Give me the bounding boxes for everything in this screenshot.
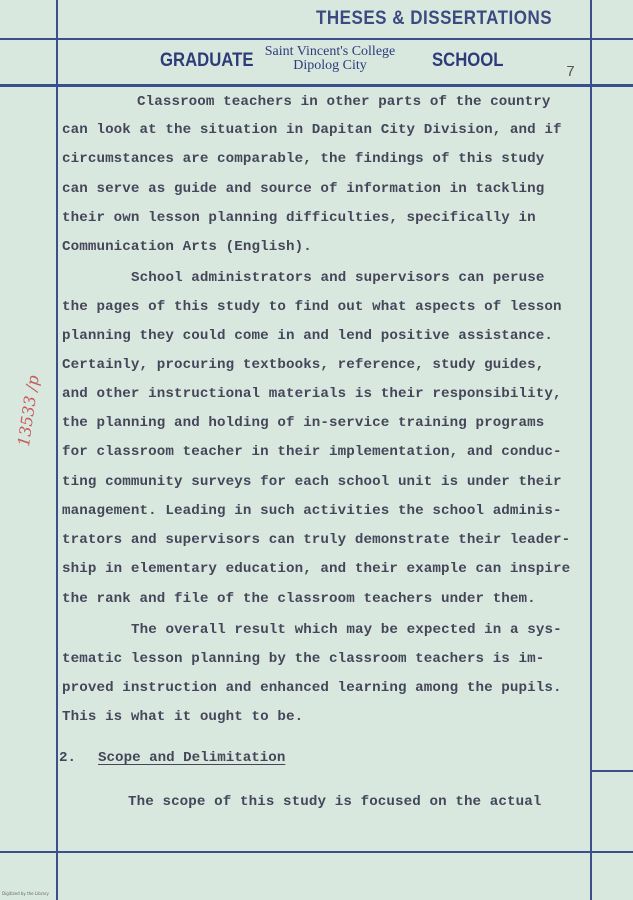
body-line: and other instructional materials is their responsibility, — [62, 386, 562, 402]
margin-annotation-text: 13533 /p — [14, 374, 43, 448]
body-line: ship in elementary education, and their example can inspire — [62, 561, 571, 577]
body-line: proved instruction and enhanced learning among the pupils. — [62, 680, 562, 696]
section-heading — [59, 750, 285, 766]
body-line: Classroom teachers in other parts of the country — [137, 94, 551, 110]
body-line: for classroom teacher in their implementation, and conduc- — [62, 444, 562, 460]
page-number: 7 — [566, 64, 576, 81]
body-line: the planning and holding of in-service training programs — [62, 415, 545, 431]
body-line: trators and supervisors can truly demonstrate their leader- — [62, 532, 571, 548]
header-rule — [0, 84, 633, 87]
college-line-1: Saint Vincent's College — [264, 44, 396, 59]
body-line: ting community surveys for each school unit is under their — [62, 474, 562, 490]
body-line: Certainly, procuring textbooks, reference, study guides, — [62, 357, 545, 373]
footer-credit: Digitized by the Library — [2, 891, 49, 896]
body-line: Communication Arts (English). — [62, 239, 312, 255]
body-line: School administrators and supervisors can peruse — [131, 270, 545, 286]
body-line: the pages of this study to find out what aspects of lesson — [62, 299, 562, 315]
body-line: can serve as guide and source of information in tackling — [62, 181, 545, 197]
school-label: SCHOOL — [432, 50, 504, 71]
body-line: The overall result which may be expected in a sys- — [131, 622, 562, 638]
body-line: can look at the situation in Dapitan City Division, and if — [62, 122, 562, 138]
bottom-rule — [0, 851, 633, 853]
body-line: circumstances are comparable, the findings of this study — [62, 151, 545, 167]
body-line: planning they could come in and lend positive assistance. — [62, 328, 553, 344]
section-first-line: The scope of this study is focused on the actual — [128, 794, 542, 810]
body-line: management. Leading in such activities the school adminis- — [62, 503, 562, 519]
section-number: 2. — [59, 750, 77, 766]
body-line: This is what it ought to be. — [62, 709, 304, 725]
body-line: tematic lesson planning by the classroom teachers is im- — [62, 651, 545, 667]
right-short-rule — [592, 770, 633, 772]
theses-stamp: THESES & DISSERTATIONS — [316, 6, 553, 29]
top-rule — [0, 38, 633, 40]
college-line-2: Dipolog City — [293, 58, 367, 73]
left-margin-rule — [56, 0, 58, 900]
body-line: their own lesson planning difficulties, specifically in — [62, 210, 536, 226]
body-line: the rank and file of the classroom teachers under them. — [62, 591, 536, 607]
right-margin-rule — [590, 0, 592, 900]
section-title: Scope and Delimitation — [98, 750, 286, 766]
graduate-label: GRADUATE — [160, 50, 254, 71]
college-name — [250, 45, 410, 73]
